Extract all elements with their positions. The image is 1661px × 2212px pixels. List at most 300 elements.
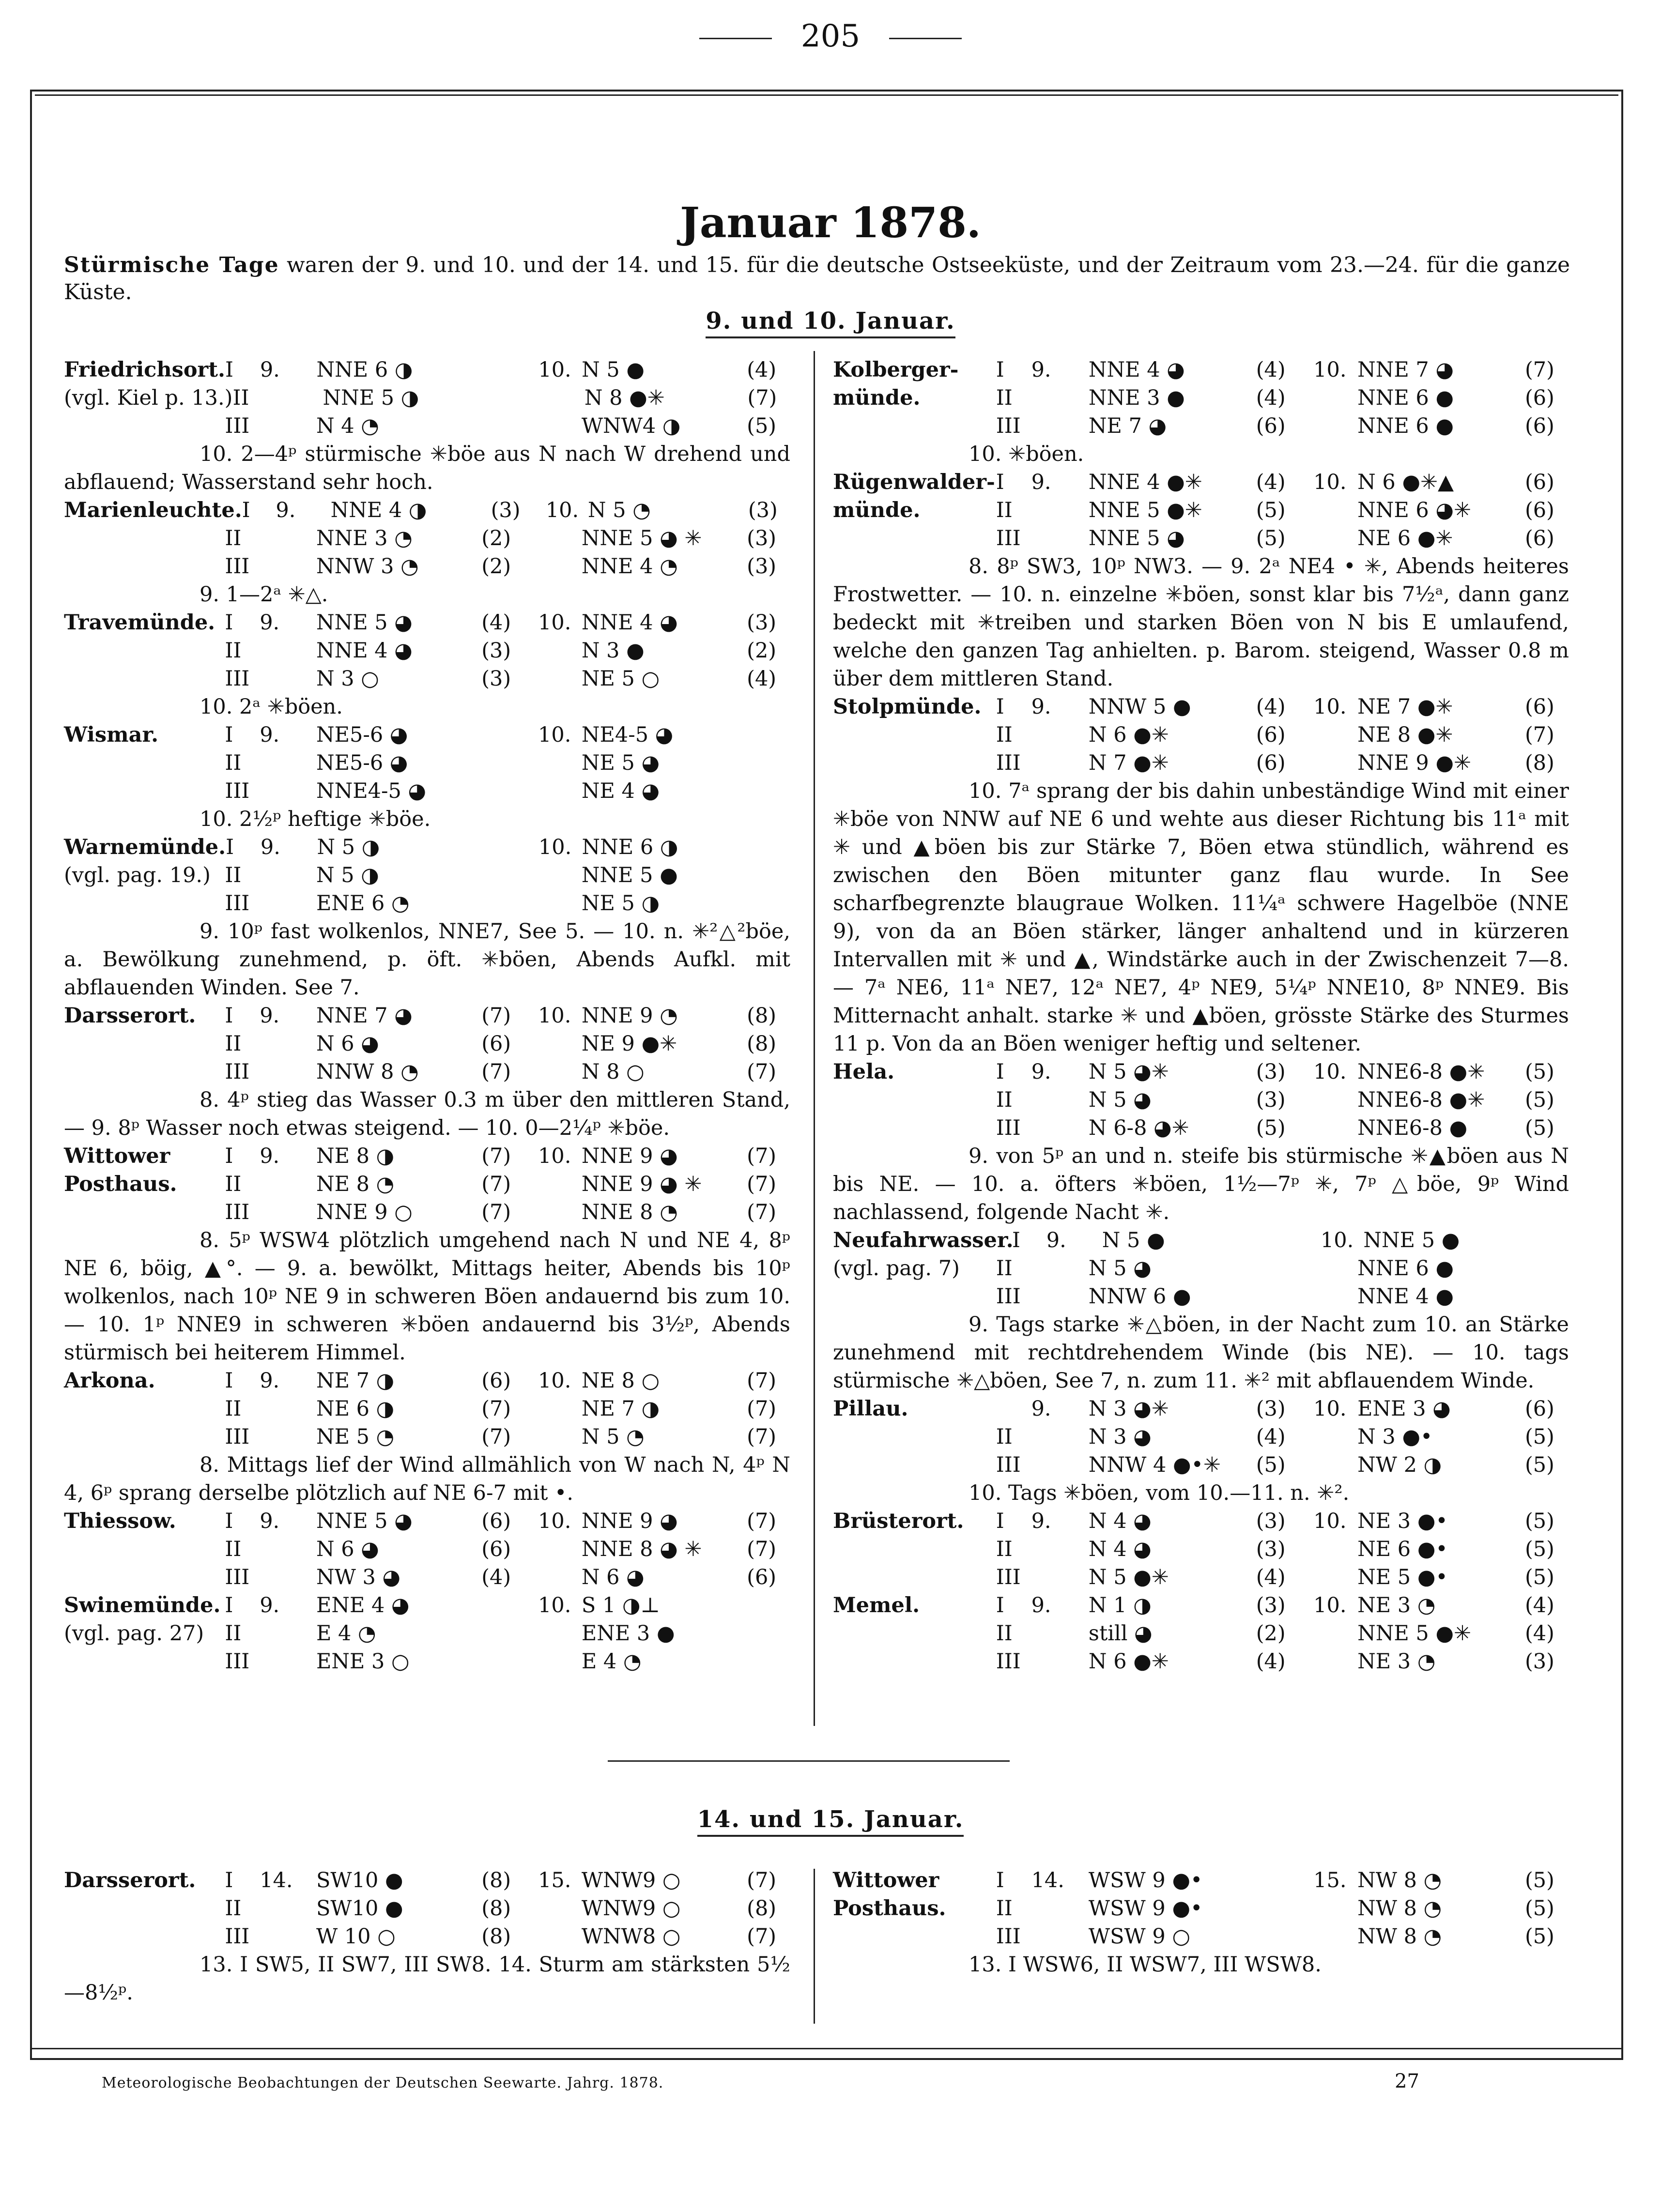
cell-p2: (5) xyxy=(747,414,777,438)
cell-v2: WNW9 ○ xyxy=(581,1868,681,1892)
cell-d1 xyxy=(1031,524,1089,552)
left-column-section1 xyxy=(64,356,790,1676)
station-note: 10. 7ᵃ sprang der bis dahin unbeständige Wind mit einer ✳böe von NNW auf NE 6 und wehte aus dieser Richtung bis 11ᵃ mit ✳ und ▲böen bis zur Stärke 7, Böen etwa stündlich, während es zwischen den Böen mitunter ganz flau wurde. In See scharfbegrenzte blaugraue Wolken. 11¼ᵃ schwere Hagelböe (NNE 9), von da an Böen stärker, länger anhaltend und in kürzeren Intervallen mit ✳ und ▲, Windstärke auch in der Zwischenzeit 7—8. — 7ᵃ NE6, 11ᵃ NE7, 12ᵃ NE7, 4ᵖ NE9, 5¼ᵖ NNE10, 8ᵖ NNE9. Bis Mitternacht anhalt. starke ✳ und ▲böen, grösste Stärke des Sturmes 11 p. Von da an Böen weniger heftig und seltener. xyxy=(833,779,1569,1056)
cell-v2: NE 8 ○ xyxy=(581,1369,660,1393)
station-name: Darsserort. xyxy=(64,1004,196,1028)
cell-r: II xyxy=(996,1425,1013,1449)
cell-v1: N 1 ◑ xyxy=(1088,1593,1152,1617)
right-column-section2 xyxy=(833,1866,1569,1979)
cell-v2: NE 6 ●✳ xyxy=(1357,526,1453,550)
station-name xyxy=(64,524,225,552)
cell-v1: NW 3 ◕ xyxy=(316,1565,400,1589)
cell-r: II xyxy=(996,1896,1013,1921)
cell-d2: 10. xyxy=(538,358,571,382)
footer-page-number: 27 xyxy=(1395,2070,1419,2092)
observation-row xyxy=(833,1226,1569,1254)
cell-v1: NNE 4 ◕ xyxy=(316,639,413,663)
station-name: Stolpmünde. xyxy=(833,695,982,719)
cell-r: I xyxy=(225,1593,233,1617)
station-note: 10. 2ᵃ ✳böen. xyxy=(200,695,343,719)
cell-r: I xyxy=(996,1060,1004,1084)
cell-p2 xyxy=(747,1648,790,1676)
observation-row xyxy=(833,1866,1569,1894)
cell-p2: (6) xyxy=(1525,386,1554,410)
cell-d2: 10. xyxy=(538,1004,571,1028)
cell-v1: NNW 5 ● xyxy=(1088,695,1191,719)
station-name: Arkona. xyxy=(64,1369,155,1393)
cell-d1 xyxy=(260,1423,316,1451)
cell-v2: NNE 6 ◕✳ xyxy=(1357,498,1472,522)
cell-d2 xyxy=(538,777,582,805)
observation-row xyxy=(64,1198,790,1226)
cell-d1 xyxy=(260,1563,316,1591)
cell-d2 xyxy=(538,524,582,552)
cell-v1: N 4 ◔ xyxy=(316,414,379,438)
observation-row xyxy=(833,1086,1569,1114)
cell-v2: NNE 4 ◕ xyxy=(581,610,678,635)
cell-p1: (6) xyxy=(481,1369,511,1393)
cell-p2 xyxy=(747,721,790,749)
cell-d1 xyxy=(1031,384,1089,412)
station-name xyxy=(64,1423,225,1451)
observation-row xyxy=(64,1619,790,1648)
cell-v2: NE 7 ◑ xyxy=(581,1397,660,1421)
cell-v2: NNE 8 ◔ xyxy=(581,1200,678,1224)
cell-d2 xyxy=(538,1563,582,1591)
cell-r: III xyxy=(225,1924,250,1949)
station-note: 13. I SW5, II SW7, III SW8. 14. Sturm am stärksten 5½—8½ᵖ. xyxy=(64,1953,790,2005)
cell-d2 xyxy=(1313,749,1357,777)
cell-p1: (2) xyxy=(481,526,511,550)
station-name xyxy=(64,1198,225,1226)
cell-p2: (7) xyxy=(747,1060,777,1084)
station-name: Marienleuchte. xyxy=(64,498,242,522)
cell-p1 xyxy=(1256,1894,1313,1922)
cell-p2: (7) xyxy=(747,1369,777,1393)
cell-v1: NNE 4 ◕ xyxy=(1088,358,1185,382)
cell-d1 xyxy=(260,665,316,693)
cell-r: I xyxy=(996,470,1004,494)
cell-v2: NE 3 ◔ xyxy=(1357,1593,1436,1617)
cell-d1: 9. xyxy=(260,1004,280,1028)
observation-row xyxy=(64,637,790,665)
cell-d2: 10. xyxy=(1313,470,1347,494)
cell-r: III xyxy=(996,1453,1021,1477)
cell-r: II xyxy=(996,1621,1013,1646)
cell-d1 xyxy=(1031,1619,1089,1648)
observation-row xyxy=(64,1591,790,1619)
cell-p1 xyxy=(1256,1922,1313,1951)
station-name xyxy=(833,1451,996,1479)
cell-v1: E 4 ◔ xyxy=(316,1621,376,1646)
station-name xyxy=(833,721,996,749)
cell-p1: (6) xyxy=(481,1537,511,1561)
intro-paragraph: Stürmische Tage waren der 9. und 10. und der 14. und 15. für die deutsche Ostseeküste, und der Zeitraum vom 23.—24. für die ganze Küste. xyxy=(64,253,1570,305)
observation-row xyxy=(833,412,1569,440)
cell-d2 xyxy=(1313,1894,1357,1922)
cell-d1 xyxy=(260,1922,316,1951)
cell-d1: 14. xyxy=(1031,1868,1064,1892)
cell-p2 xyxy=(747,777,790,805)
cell-d1 xyxy=(267,384,323,412)
cell-p2 xyxy=(747,749,790,777)
observation-row xyxy=(833,1922,1569,1951)
cell-p1: (7) xyxy=(481,1200,511,1224)
cell-r: I xyxy=(225,1004,233,1028)
cell-v2: NNE 9 ◕ ✳ xyxy=(581,1172,702,1196)
cell-p2: (7) xyxy=(747,1924,777,1949)
cell-p2: (6) xyxy=(747,1565,777,1589)
cell-v1: NNW 4 ●•✳ xyxy=(1088,1453,1221,1477)
observation-row xyxy=(64,749,790,777)
cell-p2: (8) xyxy=(747,1032,777,1056)
cell-v2: E 4 ◔ xyxy=(581,1649,642,1674)
cell-r: II xyxy=(225,1172,242,1196)
cell-p1 xyxy=(1256,1282,1313,1311)
cell-d1 xyxy=(1031,1254,1089,1282)
cell-p1 xyxy=(481,412,538,440)
observation-row xyxy=(64,721,790,749)
cell-v2: N 6 ◕ xyxy=(581,1565,645,1589)
cell-v1: NNE 3 ● xyxy=(1088,386,1185,410)
cell-d1: 14. xyxy=(260,1868,293,1892)
station-name xyxy=(64,1922,225,1951)
cell-p2: (3) xyxy=(747,610,777,635)
footer-rule xyxy=(30,2048,1623,2049)
cell-d2 xyxy=(1313,1423,1357,1451)
cell-p2: (5) xyxy=(1525,1425,1554,1449)
cell-d2 xyxy=(1313,1563,1357,1591)
cell-p2 xyxy=(747,861,790,889)
observation-row xyxy=(64,524,790,552)
cell-d1 xyxy=(1031,1114,1089,1142)
cell-p1: (3) xyxy=(1256,1537,1286,1561)
observation-row xyxy=(64,1367,790,1395)
cell-v1: ENE 6 ◔ xyxy=(316,891,410,915)
cell-d1 xyxy=(260,412,316,440)
cell-d1 xyxy=(260,1648,316,1676)
cell-d2 xyxy=(1313,1086,1357,1114)
cell-r: I xyxy=(225,1868,233,1892)
cell-p1 xyxy=(481,777,538,805)
cell-p2: (4) xyxy=(1525,1621,1554,1646)
cell-v2: NE 3 ◔ xyxy=(1357,1649,1436,1674)
cell-d1 xyxy=(260,1170,316,1198)
cell-v1: NNE 3 ◔ xyxy=(316,526,413,550)
cell-d1 xyxy=(260,524,316,552)
cell-v2: NE 5 ◑ xyxy=(581,891,660,915)
cell-v2: NW 8 ◔ xyxy=(1357,1896,1442,1921)
station-name xyxy=(833,1282,996,1311)
observation-row xyxy=(833,1254,1569,1282)
cell-v1: ENE 3 ○ xyxy=(316,1649,410,1674)
cell-r: I xyxy=(225,358,233,382)
cell-d2 xyxy=(1313,1114,1357,1142)
cell-r: II xyxy=(225,1896,242,1921)
cell-p1: (6) xyxy=(1256,414,1286,438)
station-note: 10. Tags ✳böen, vom 10.—11. n. ✳². xyxy=(969,1481,1350,1505)
page-number: 205 xyxy=(0,18,1661,54)
cell-p1: (2) xyxy=(481,554,511,579)
cell-v1: NE 5 ◔ xyxy=(316,1425,395,1449)
station-name xyxy=(64,1894,225,1922)
station-name xyxy=(64,1563,225,1591)
station-note: 8. 5ᵖ WSW4 plötzlich umgehend nach N und NE 4, 8ᵖ NE 6, böig, ▲°. — 9. a. bewölkt, Mittags heiter, Abends bis 10ᵖ wolkenlos, nach 10ᵖ NE 9 in schweren Böen andauernd bis zum 10. — 10. 1ᵖ NNE9 in schweren ✳böen andauernd bis 3½ᵖ, Abends stürmisch bei heiterem Himmel. xyxy=(64,1228,790,1365)
cell-p1 xyxy=(481,861,538,889)
cell-d1 xyxy=(1031,412,1089,440)
cell-p1: (6) xyxy=(1256,751,1286,775)
cell-r: II xyxy=(996,1088,1013,1112)
cell-d2 xyxy=(538,1058,582,1086)
station-note: 9. Tags starke ✳△böen, in der Nacht zum 10. an Stärke zunehmend mit rechtdrehendem Winde (bis NE). — 10. tags stürmische ✳△böen, See 7, n. zum 11. ✳² mit abflauendem Winde. xyxy=(833,1312,1569,1393)
cell-r: II xyxy=(996,386,1013,410)
cell-v2: ENE 3 ◕ xyxy=(1357,1397,1451,1421)
cell-d1 xyxy=(1031,749,1089,777)
cell-p1: (8) xyxy=(481,1924,511,1949)
cell-d1: 9. xyxy=(260,835,280,859)
cell-d2 xyxy=(538,1894,582,1922)
cell-p2: (6) xyxy=(1525,414,1554,438)
cell-d1 xyxy=(260,1535,316,1563)
cell-d1 xyxy=(1031,721,1089,749)
station-name xyxy=(833,412,996,440)
observation-row xyxy=(64,889,790,917)
cell-v2: NW 8 ◔ xyxy=(1357,1924,1442,1949)
observation-row xyxy=(64,356,790,384)
cell-v2: NE 5 ●• xyxy=(1357,1565,1448,1589)
cell-p1: (4) xyxy=(1256,1425,1286,1449)
cell-v1: NNW 6 ● xyxy=(1088,1284,1191,1309)
cell-d2 xyxy=(538,861,582,889)
cell-p1: (3) xyxy=(481,639,511,663)
cell-v1: N 5 ◕✳ xyxy=(1088,1060,1169,1084)
section-separator xyxy=(608,1760,1010,1762)
cell-r: III xyxy=(225,1425,250,1449)
cell-v1: N 5 ◕ xyxy=(1088,1088,1152,1112)
cell-d1: 9. xyxy=(260,1509,280,1533)
cell-p2: (3) xyxy=(747,554,777,579)
cell-d2 xyxy=(541,384,584,412)
cell-r: III xyxy=(996,414,1021,438)
cell-d1 xyxy=(260,1619,316,1648)
observation-row xyxy=(64,1894,790,1922)
cell-r: I xyxy=(225,1369,233,1393)
station-name xyxy=(833,1086,996,1114)
station-note: 10. ✳böen. xyxy=(969,442,1084,466)
cell-r: II xyxy=(996,1256,1013,1281)
cell-v2: NE 8 ●✳ xyxy=(1357,723,1453,747)
cell-p1: (7) xyxy=(481,1172,511,1196)
cell-v2: NW 2 ◑ xyxy=(1357,1453,1442,1477)
cell-d1: 9. xyxy=(260,610,280,635)
right-column-section1 xyxy=(833,356,1569,1676)
cell-p1: (6) xyxy=(481,1509,511,1533)
cell-v2: N 3 ● xyxy=(581,639,645,663)
station-name xyxy=(64,1535,225,1563)
cell-p2: (8) xyxy=(747,1896,777,1921)
observation-row xyxy=(64,1563,790,1591)
cell-d1: 9. xyxy=(260,358,280,382)
cell-r: III xyxy=(996,526,1021,550)
station-note: 10. 2½ᵖ heftige ✳böe. xyxy=(200,807,431,831)
cell-p1: (5) xyxy=(1256,1453,1286,1477)
cell-p2: (7) xyxy=(747,386,777,410)
cell-p1 xyxy=(1256,1866,1313,1894)
cell-v2: NNE 8 ◕ ✳ xyxy=(581,1537,702,1561)
cell-d2 xyxy=(538,1619,582,1648)
cell-p1: (3) xyxy=(1256,1593,1286,1617)
cell-r: III xyxy=(996,1116,1021,1140)
cell-v2: NNE 9 ●✳ xyxy=(1357,751,1472,775)
cell-d2 xyxy=(1313,1619,1357,1648)
cell-v2: NNE 4 ● xyxy=(1357,1284,1454,1309)
cell-v2: NNE6-8 ●✳ xyxy=(1357,1088,1485,1112)
column-divider xyxy=(814,351,815,1726)
cell-p2: (6) xyxy=(1525,526,1554,550)
cell-v2: NNE6-8 ●✳ xyxy=(1357,1060,1485,1084)
cell-r: III xyxy=(225,1565,250,1589)
cell-p1 xyxy=(486,384,541,412)
cell-v2: N 5 ● xyxy=(582,358,645,382)
cell-v1: NE 6 ◑ xyxy=(316,1397,395,1421)
cell-d1 xyxy=(260,777,316,805)
cell-p1: (3) xyxy=(1256,1397,1286,1421)
cell-d1 xyxy=(1031,1282,1089,1311)
cell-r: I xyxy=(225,1144,233,1168)
cell-d2 xyxy=(538,665,582,693)
cell-d1: 9. xyxy=(1031,1509,1051,1533)
observation-row xyxy=(833,749,1569,777)
cell-r: II xyxy=(232,386,249,410)
cell-p1: (7) xyxy=(481,1425,511,1449)
cell-p2: (5) xyxy=(1525,1088,1554,1112)
cell-d2: 10. xyxy=(1313,1060,1347,1084)
cell-d2: 10. xyxy=(538,835,572,859)
cell-v1: N 6 ●✳ xyxy=(1088,723,1169,747)
cell-d2: 10. xyxy=(545,498,579,522)
cell-p2: (5) xyxy=(1525,1116,1554,1140)
cell-v1: NNW 8 ◔ xyxy=(316,1060,419,1084)
station-name: Travemünde. xyxy=(64,610,215,635)
cell-d2: 10. xyxy=(538,1509,571,1533)
station-name: Neufahrwasser. xyxy=(833,1228,1014,1252)
cell-r: II xyxy=(225,751,242,775)
cell-r: III xyxy=(225,1649,250,1674)
cell-d1 xyxy=(1031,1648,1089,1676)
cell-p1: (4) xyxy=(1256,1649,1286,1674)
cell-r: II xyxy=(225,1537,242,1561)
cell-v1: N 5 ●✳ xyxy=(1088,1565,1169,1589)
cell-v1: N 7 ●✳ xyxy=(1088,751,1169,775)
cell-r: III xyxy=(996,1924,1021,1949)
observation-row xyxy=(64,777,790,805)
cell-p2: (8) xyxy=(1525,751,1554,775)
cell-p1 xyxy=(1256,1254,1313,1282)
cell-d1 xyxy=(260,637,316,665)
cell-v1: N 4 ◕ xyxy=(1088,1509,1152,1533)
cell-v2: NNE 5 ◕ ✳ xyxy=(581,526,702,550)
station-name: Rügenwalder- xyxy=(833,470,995,494)
section-heading-9-10: 9. und 10. Januar. xyxy=(0,307,1661,335)
station-name: Kolberger- xyxy=(833,358,959,382)
cell-p2: (7) xyxy=(747,1425,777,1449)
cell-p1: (4) xyxy=(1256,695,1286,719)
cell-v2: NNE 5 ●✳ xyxy=(1357,1621,1472,1646)
cell-d2: 10. xyxy=(1313,1593,1347,1617)
observation-row xyxy=(64,496,790,524)
station-name xyxy=(64,889,225,917)
cell-v1: NE 8 ◔ xyxy=(316,1172,395,1196)
observation-row xyxy=(833,356,1569,384)
cell-v2: NNE 6 ● xyxy=(1357,386,1454,410)
observation-row xyxy=(64,1866,790,1894)
cell-d1 xyxy=(260,1030,316,1058)
cell-p2 xyxy=(1525,1254,1569,1282)
cell-v1: ENE 4 ◕ xyxy=(316,1593,410,1617)
observation-row xyxy=(833,1114,1569,1142)
cell-v2: WNW8 ○ xyxy=(581,1924,681,1949)
station-name xyxy=(833,1535,996,1563)
observation-row xyxy=(64,1922,790,1951)
cell-v2: WNW9 ○ xyxy=(581,1896,681,1921)
cell-d2 xyxy=(1313,524,1357,552)
cell-v1: N 6 ◕ xyxy=(316,1032,379,1056)
station-note: 8. 4ᵖ stieg das Wasser 0.3 m über den mittleren Stand, — 9. 8ᵖ Wasser noch etwas steigend. — 10. 0—2¼ᵖ ✳böe. xyxy=(64,1088,790,1140)
station-name xyxy=(64,1395,225,1423)
cell-d2: 15. xyxy=(1313,1868,1347,1892)
station-name xyxy=(64,749,225,777)
station-note: 8. 8ᵖ SW3, 10ᵖ NW3. — 9. 2ᵃ NE4 • ✳, Abends heiteres Frostwetter. — 10. n. einzelne ✳böen, sonst klar bis 7½ᵃ, dann ganz bedeckt mit ✳treiben und starken Böen von N bis E umlaufend, welche den ganzen Tag anhielten. p. Barom. steigend, Wasser 0.8 m über dem mittleren Stand. xyxy=(833,554,1569,691)
cell-d2 xyxy=(538,1922,582,1951)
observation-row xyxy=(833,1648,1569,1676)
cell-p1 xyxy=(482,356,538,384)
cell-v2: NNE 4 ◔ xyxy=(581,554,678,579)
cell-r: I xyxy=(225,1509,233,1533)
observation-row xyxy=(833,1894,1569,1922)
cell-r: III xyxy=(225,779,250,803)
observation-row xyxy=(833,721,1569,749)
cell-v2: NNE6-8 ● xyxy=(1357,1116,1468,1140)
cell-v1: W 10 ○ xyxy=(316,1924,396,1949)
cell-p2: (4) xyxy=(747,667,777,691)
station-note: 8. Mittags lief der Wind allmählich von W nach N, 4ᵖ N 4, 6ᵖ sprang derselbe plötzlich auf NE 6-7 mit •. xyxy=(64,1453,790,1505)
cell-v1: N 3 ○ xyxy=(316,667,379,691)
cell-d1 xyxy=(260,889,316,917)
cell-p1: (4) xyxy=(1256,470,1286,494)
cell-d2 xyxy=(1313,1922,1357,1951)
station-name: (vgl. pag. 7) xyxy=(833,1256,960,1281)
observation-row xyxy=(833,1535,1569,1563)
cell-r: I xyxy=(242,498,250,522)
cell-v1: NNE 7 ◕ xyxy=(316,1004,413,1028)
cell-p2: (6) xyxy=(1525,470,1554,494)
cell-p2: (7) xyxy=(1525,723,1554,747)
cell-v1: NE 8 ◑ xyxy=(316,1144,395,1168)
cell-v2: NE 6 ●• xyxy=(1357,1537,1448,1561)
cell-d1 xyxy=(1031,1922,1089,1951)
cell-v1: NE5-6 ◕ xyxy=(316,751,408,775)
cell-d1: 9. xyxy=(1031,470,1051,494)
cell-p2: (6) xyxy=(1525,498,1554,522)
cell-d2 xyxy=(538,552,582,580)
cell-v1: N 5 ● xyxy=(1102,1228,1165,1252)
station-name: Memel. xyxy=(833,1593,920,1617)
cell-p2: (6) xyxy=(1525,695,1554,719)
cell-p1 xyxy=(482,833,538,861)
cell-p2: (3) xyxy=(747,526,777,550)
station-name xyxy=(833,1114,996,1142)
station-name: Wittower xyxy=(64,1144,170,1168)
